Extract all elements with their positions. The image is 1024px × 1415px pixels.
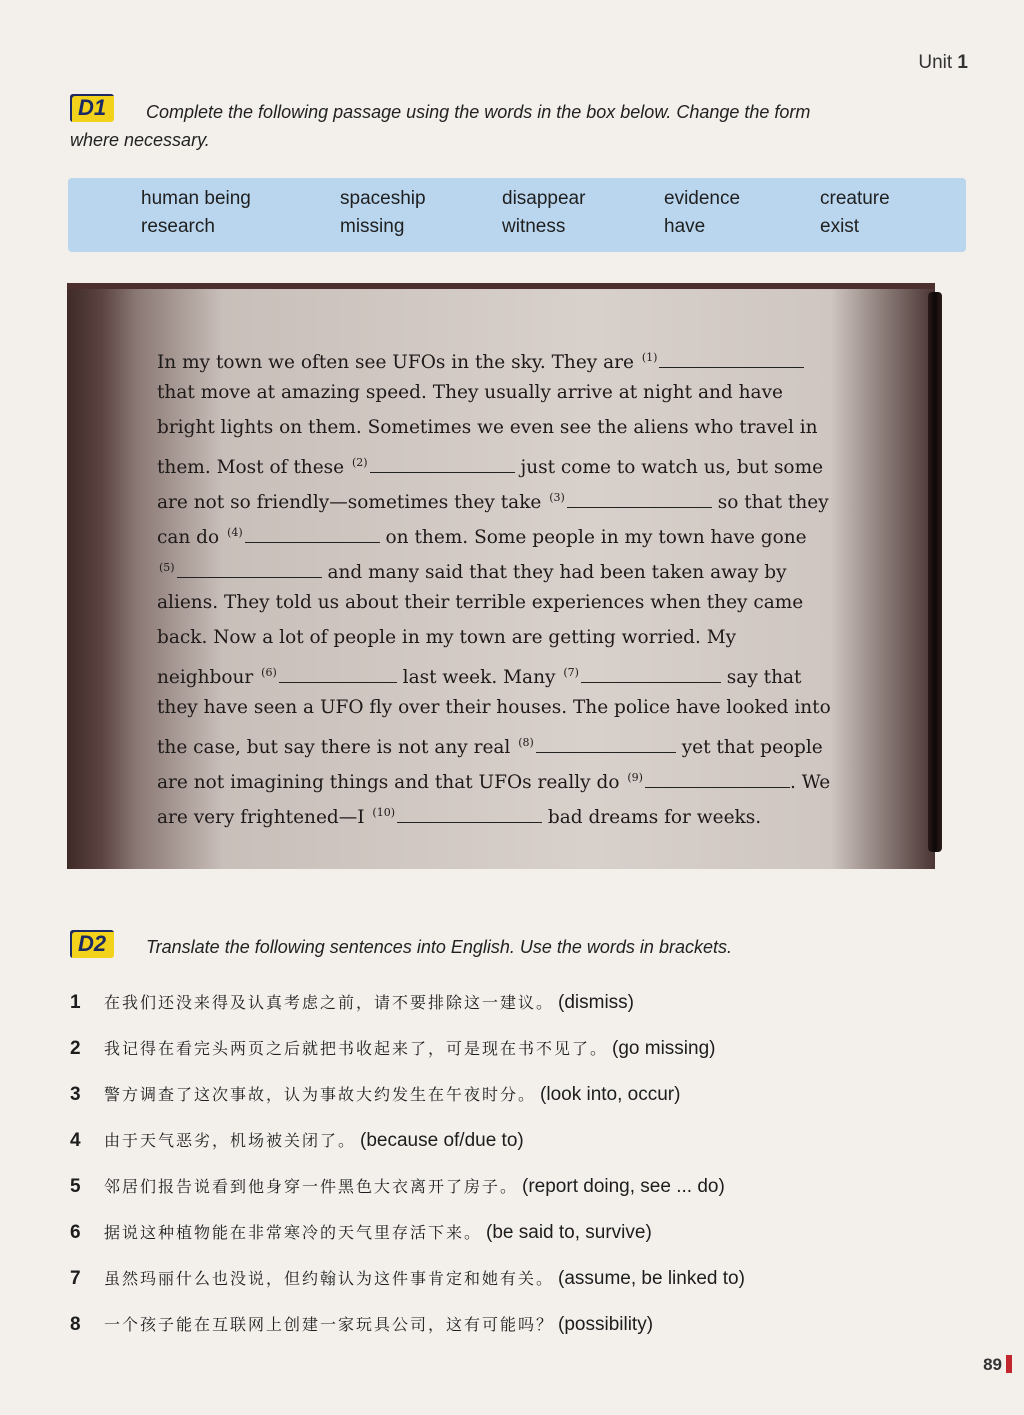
page-number: 89 (983, 1355, 1012, 1375)
passage-line (157, 760, 857, 795)
answer-blank[interactable] (567, 489, 712, 508)
word-item: research (141, 216, 215, 237)
blank-number: (7) (563, 666, 579, 679)
bracket-hint: (possibility) (558, 1314, 654, 1335)
passage-text: so that they (711, 492, 829, 514)
passage-line (157, 340, 857, 375)
passage-text: on them. Some people in my town have gone (379, 527, 807, 549)
passage-text: bad dreams for weeks. (542, 807, 762, 829)
item-number: 5 (70, 1176, 81, 1197)
word-item: witness (502, 216, 566, 237)
translation-item (70, 1312, 653, 1336)
d1-instruction-line1: Complete the following passage using the words in the box below. Change the form (146, 102, 811, 122)
bracket-hint: (go missing) (612, 1038, 716, 1059)
passage-text: are not so friendly—sometimes they take (157, 492, 548, 514)
passage-line (157, 480, 857, 515)
d2-marker: D2 (70, 930, 114, 958)
passage-text: can do (157, 527, 226, 549)
word-item: creature (820, 188, 890, 209)
answer-blank[interactable] (645, 769, 790, 788)
word-item: have (664, 216, 706, 237)
passage-line (157, 725, 857, 760)
d1-instruction-line2: where necessary. (70, 130, 210, 150)
chinese-sentence: 一个孩子能在互联网上创建一家玩具公司，这有可能吗？ (104, 1315, 555, 1334)
passage-text: they have seen a UFO fly over their houses. The police have looked into (157, 697, 831, 718)
answer-blank[interactable] (659, 349, 804, 368)
passage-text: aliens. They told us about their terrible experiences when they came (157, 592, 804, 613)
blank-number: (3) (549, 491, 565, 504)
passage (157, 340, 857, 830)
d1-marker: D1 (70, 94, 114, 122)
passage-text: In my town we often see UFOs in the sky. They are (157, 352, 640, 374)
d2-header (70, 930, 114, 958)
passage-text: last week. Many (396, 667, 562, 689)
passage-text: . We (789, 772, 831, 794)
passage-line (157, 445, 857, 480)
passage-text: say that (720, 667, 802, 689)
item-number: 1 (70, 992, 81, 1013)
blank-number: (5) (159, 561, 175, 574)
word-item: exist (820, 216, 860, 237)
passage-line (157, 375, 857, 410)
passage-text: that move at amazing speed. They usually arrive at night and have (157, 382, 783, 403)
passage-line (157, 515, 857, 550)
translation-item (70, 990, 634, 1014)
item-number: 3 (70, 1084, 81, 1105)
translation-item (70, 1128, 524, 1152)
bracket-hint: (assume, be linked to) (558, 1268, 745, 1289)
blank-number: (6) (261, 666, 277, 679)
unit-number: 1 (957, 52, 968, 73)
passage-text: and many said that they had been taken away by (321, 562, 787, 584)
passage-text: bright lights on them. Sometimes we even see the aliens who travel in (157, 417, 818, 438)
item-number: 2 (70, 1038, 81, 1059)
book-spine (928, 292, 942, 852)
translation-item (70, 1082, 680, 1106)
bracket-hint: (report doing, see ... do) (522, 1176, 725, 1197)
word-item: evidence (664, 188, 741, 209)
blank-number: (9) (627, 771, 643, 784)
passage-line (157, 550, 857, 585)
passage-text: them. Most of these (157, 457, 350, 479)
translation-item (70, 1266, 745, 1290)
chinese-sentence: 由于天气恶劣，机场被关闭了。 (104, 1131, 357, 1150)
item-number: 4 (70, 1130, 81, 1151)
chinese-sentence: 我记得在看完头两页之后就把书收起来了，可是现在书不见了。 (104, 1039, 609, 1058)
translation-item (70, 1174, 725, 1198)
passage-line (157, 585, 857, 620)
word-box (68, 178, 966, 252)
word-item: disappear (502, 188, 586, 209)
unit-prefix: Unit (918, 52, 953, 73)
blank-number: (1) (641, 351, 658, 364)
bracket-hint: (be said to, survive) (486, 1222, 652, 1243)
answer-blank[interactable] (536, 734, 676, 753)
chinese-sentence: 据说这种植物能在非常寒冷的天气里存活下来。 (104, 1223, 483, 1242)
answer-blank[interactable] (370, 454, 515, 473)
item-number: 6 (70, 1222, 81, 1243)
passage-text: back. Now a lot of people in my town are getting worried. My (157, 627, 737, 648)
answer-blank[interactable] (581, 664, 721, 683)
bracket-hint: (look into, occur) (540, 1084, 681, 1105)
blank-number: (8) (518, 736, 534, 749)
d1-header (70, 94, 114, 122)
chinese-sentence: 虽然玛丽什么也没说，但约翰认为这件事肯定和她有关。 (104, 1269, 555, 1288)
answer-blank[interactable] (279, 664, 397, 683)
item-number: 7 (70, 1268, 81, 1289)
answer-blank[interactable] (397, 804, 542, 823)
bracket-hint: (because of/due to) (360, 1130, 524, 1151)
passage-text: are not imagining things and that UFOs really do (157, 772, 626, 794)
passage-line (157, 410, 857, 445)
word-item: spaceship (340, 188, 426, 209)
unit-label (918, 52, 968, 74)
passage-line (157, 795, 857, 830)
item-number: 8 (70, 1314, 81, 1335)
d2-instruction: Translate the following sentences into English. Use the words in brackets. (146, 937, 732, 957)
passage-text: are very frightened—I (157, 807, 371, 829)
passage-text: just come to watch us, but some (514, 457, 824, 479)
chinese-sentence: 在我们还没来得及认真考虑之前，请不要排除这一建议。 (104, 993, 555, 1012)
passage-text: neighbour (157, 667, 260, 689)
word-item: human being (141, 188, 251, 209)
blank-number: (4) (227, 526, 243, 539)
translation-item (70, 1036, 716, 1060)
bracket-hint: (dismiss) (558, 992, 635, 1013)
word-item: missing (340, 216, 405, 237)
answer-blank[interactable] (245, 524, 380, 543)
blank-number: (10) (372, 806, 396, 819)
answer-blank[interactable] (177, 559, 322, 578)
chinese-sentence: 警方调查了这次事故，认为事故大约发生在午夜时分。 (104, 1085, 537, 1104)
passage-text: the case, but say there is not any real (157, 737, 517, 759)
passage-line (157, 655, 857, 690)
passage-line (157, 690, 857, 725)
blank-number: (2) (351, 456, 368, 469)
passage-text: yet that people (675, 737, 823, 759)
chinese-sentence: 邻居们报告说看到他身穿一件黑色大衣离开了房子。 (104, 1177, 519, 1196)
passage-line (157, 620, 857, 655)
translation-item (70, 1220, 652, 1244)
